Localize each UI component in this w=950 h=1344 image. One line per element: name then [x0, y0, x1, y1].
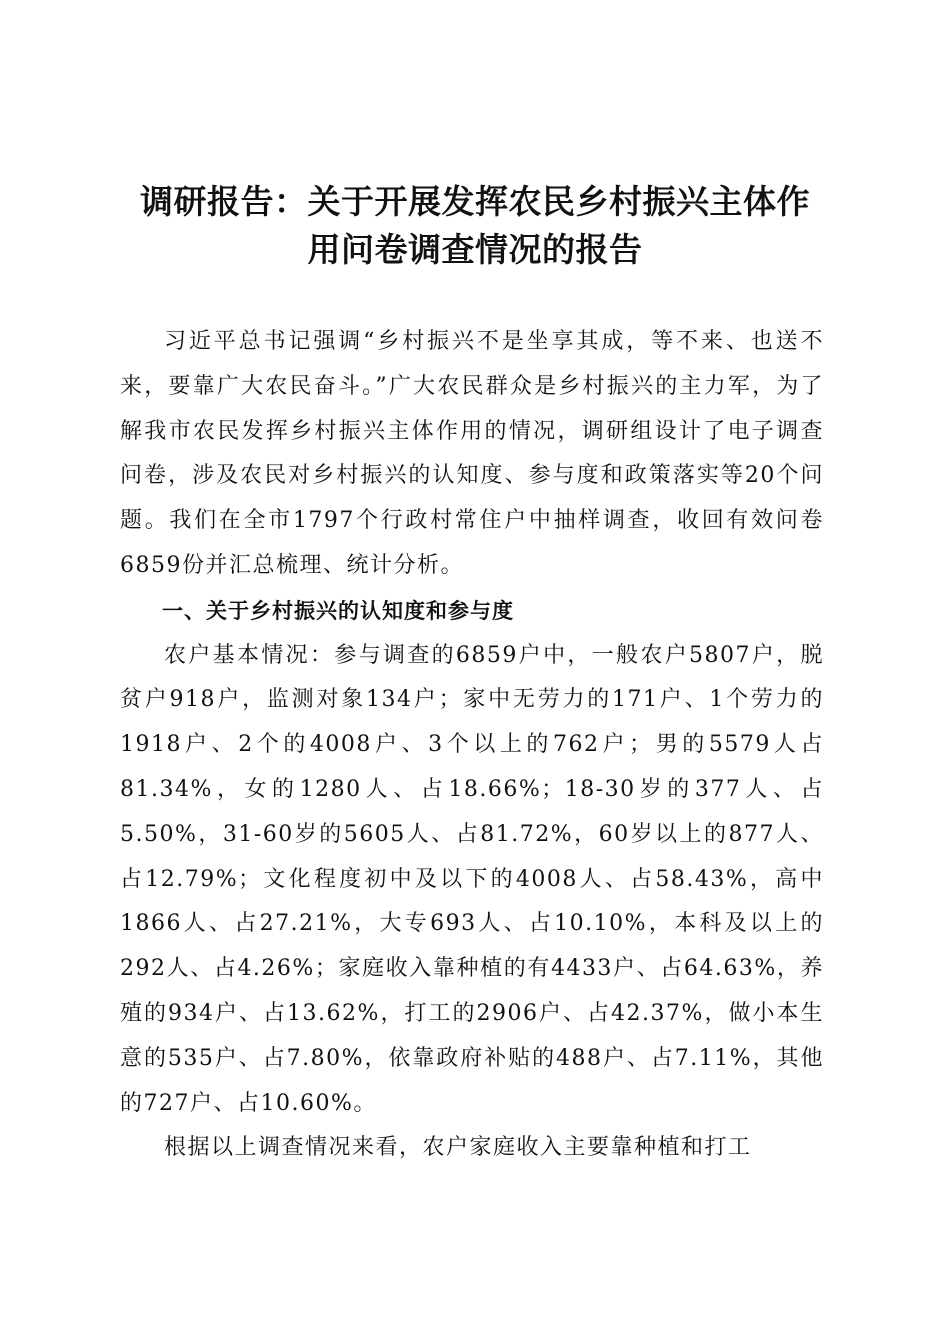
- document-body: [120, 320, 824, 1171]
- conclusion-paragraph: 根据以上调查情况来看，农户家庭收入主要靠种植和打工: [164, 1135, 752, 1161]
- title-line-2: 用问卷调查情况的报告: [307, 230, 643, 269]
- title-line-1: 调研报告：关于开展发挥农民乡村振兴主体作: [140, 182, 810, 221]
- intro-paragraph: 习近平总书记强调“乡村振兴不是坐享其成，等不来、也送不来，要靠广大农民奋斗。”广大农民群众是乡村振兴的主力军，为了解我市农民发挥乡村振兴主体作用的情况，调研组设计了电子调查问卷，涉及农民对乡村振兴的认知度、参与度和政策落实等20个问题。我们在全市1797个行政村常住户中抽样调查，收回有效问卷6859份并汇总梳理、统计分析。: [120, 329, 824, 578]
- document-title: [110, 178, 840, 274]
- section-heading-1: 一、关于乡村振兴的认知度和参与度: [162, 598, 514, 623]
- basic-info-paragraph: 农户基本情况：参与调查的6859户中，一般农户5807户，脱贫户918户，监测对象134户；家中无劳力的171户、1个劳力的1918户、2个的4008户、3个以上的762户；男的5579人占81.34%，女的1280人、占18.66%；18-30岁的377人、占5.50%，31-60岁的5605人、占81.72%，60岁以上的877人、占12.79%；文化程度初中及以下的4008人、占58.43%，高中1866人、占27.21%，大专693人、占10.10%，本科及以上的292人、占4.26%；家庭收入靠种植的有4433户、占64.63%，养殖的934户、占13.62%，打工的2906户、占42.37%，做小本生意的535户、占7.80%，依靠政府补贴的488户、占7.11%，其他的727户、占10.60%。: [120, 642, 824, 1116]
